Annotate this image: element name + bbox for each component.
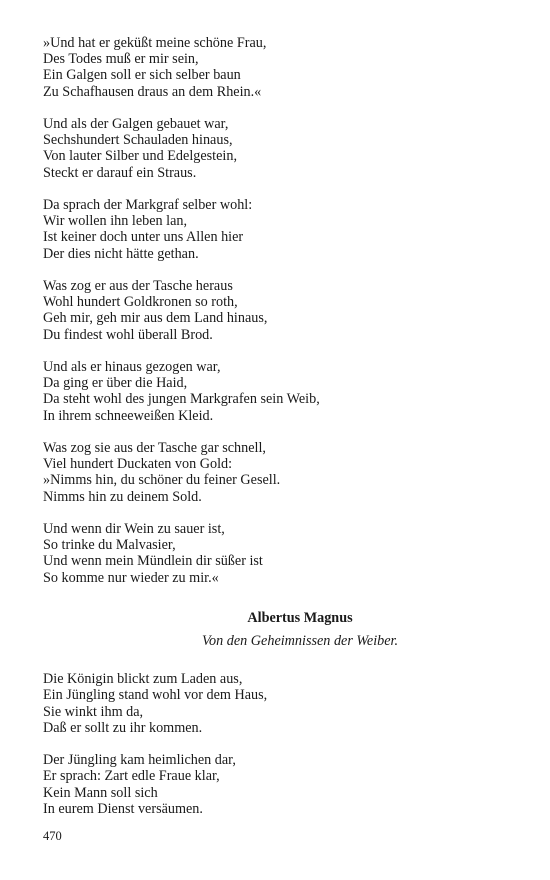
verse-line: So komme nur wieder zu mir.«: [43, 569, 219, 586]
verse-line: Was zog sie aus der Tasche gar schnell,: [43, 440, 266, 456]
stanza: [43, 440, 503, 505]
verse-line: Ist keiner doch unter uns Allen hier: [43, 229, 244, 246]
stanza: [43, 116, 503, 181]
verse-line: »Nimms hin, du schöner du feiner Gesell.: [43, 472, 281, 489]
stanza: [43, 197, 503, 262]
verse-line: Die Königin blickt zum Laden aus,: [43, 671, 243, 688]
verse-line: Ein Jüngling stand wohl vor dem Haus,: [43, 687, 268, 704]
poem-heading: [43, 610, 503, 649]
verse-line: Der Jüngling kam heimlichen dar,: [43, 752, 236, 769]
poem-subtitle: Von den Geheimnissen der Weiber.: [201, 633, 399, 649]
page-content: [43, 35, 503, 833]
verse-line: Und als der Galgen gebauet war,: [43, 116, 229, 132]
verse-line: Da ging er über die Haid,: [43, 375, 188, 392]
verse-line: So trinke du Malvasier,: [43, 537, 176, 554]
verse-line: In ihrem schneeweißen Kleid.: [43, 407, 214, 424]
verse-line: Ein Galgen soll er sich selber baun: [43, 67, 241, 84]
verse-line: Da sprach der Markgraf selber wohl:: [43, 197, 253, 213]
verse-line: Wir wollen ihn leben lan,: [43, 213, 188, 230]
verse-line: Da steht wohl des jungen Markgrafen sein Weib,: [43, 391, 320, 408]
poem-continued: [43, 35, 503, 586]
verse-line: Von lauter Silber und Edelgestein,: [43, 148, 237, 165]
verse-line: Was zog er aus der Tasche heraus: [43, 278, 233, 294]
verse-line: Nimms hin zu deinem Sold.: [43, 488, 202, 505]
verse-line: Sechshundert Schauladen hinaus,: [43, 132, 233, 149]
verse-line: Sie winkt ihm da,: [43, 703, 144, 720]
verse-line: Des Todes muß er mir sein,: [43, 51, 199, 68]
verse-line: Und als er hinaus gezogen war,: [43, 359, 221, 375]
verse-line: In eurem Dienst versäumen.: [43, 800, 203, 817]
verse-line: Kein Mann soll sich: [43, 784, 158, 801]
verse-line: Du findest wohl überall Brod.: [43, 326, 213, 343]
stanza: [43, 752, 503, 817]
page-number: 470: [43, 829, 62, 843]
poem-author: Albertus Magnus: [247, 609, 353, 626]
verse-line: »Und hat er geküßt meine schöne Frau,: [43, 35, 267, 51]
stanza: [43, 359, 503, 424]
stanza: [43, 278, 503, 343]
verse-line: Der dies nicht hätte gethan.: [43, 245, 199, 262]
stanza: [43, 671, 503, 736]
verse-line: Zu Schafhausen draus an dem Rhein.«: [43, 83, 262, 100]
poem: [43, 671, 503, 817]
verse-line: Er sprach: Zart edle Fraue klar,: [43, 768, 220, 785]
verse-line: Wohl hundert Goldkronen so roth,: [43, 294, 238, 311]
verse-line: Steckt er darauf ein Straus.: [43, 164, 197, 181]
verse-line: Daß er sollt zu ihr kommen.: [43, 719, 203, 736]
verse-line: Und wenn mein Mündlein dir süßer ist: [43, 553, 263, 570]
verse-line: Und wenn dir Wein zu sauer ist,: [43, 521, 225, 537]
stanza: [43, 35, 503, 100]
stanza: [43, 521, 503, 586]
verse-line: Viel hundert Duckaten von Gold:: [43, 456, 233, 473]
verse-line: Geh mir, geh mir aus dem Land hinaus,: [43, 310, 268, 327]
